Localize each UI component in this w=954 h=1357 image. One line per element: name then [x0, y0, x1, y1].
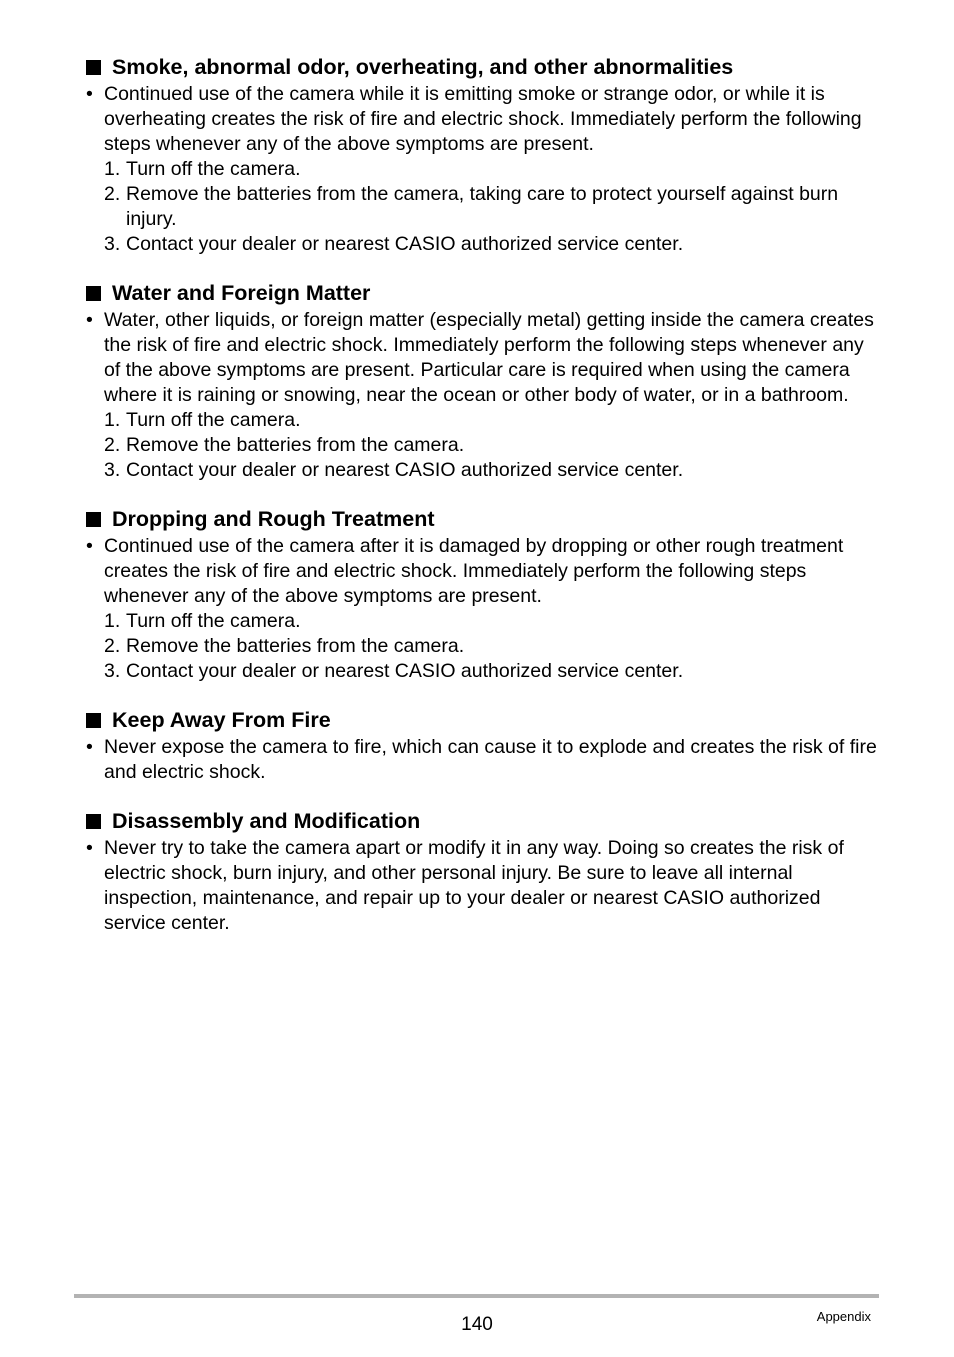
section-keep-away-from-fire [83, 705, 878, 785]
bullet-paragraph [83, 735, 878, 785]
square-bullet-icon [86, 814, 101, 829]
section-heading-text: Keep Away From Fire [112, 708, 331, 732]
list-item [104, 408, 878, 433]
bullet-text: Never try to take the camera apart or modify it in any way. Doing so creates the risk of electric shock, burn injury, and other personal injury. Be sure to leave all internal inspection, maintenance, and repair up to your dealer or nearest CASIO authorized service center. [104, 837, 844, 934]
step-text: Contact your dealer or nearest CASIO authorized service center. [126, 459, 684, 481]
square-bullet-icon [86, 60, 101, 75]
section-heading-text: Smoke, abnormal odor, overheating, and other abnormalities [112, 55, 734, 79]
section-heading [83, 504, 878, 534]
bullet-dot-icon: • [86, 83, 93, 105]
list-item [104, 609, 878, 634]
section-heading-text: Dropping and Rough Treatment [112, 507, 435, 531]
bullet-paragraph [83, 308, 878, 483]
bullet-paragraph [83, 82, 878, 257]
list-item [104, 634, 878, 659]
bullet-text: Water, other liquids, or foreign matter (especially metal) getting inside the camera creates the risk of fire and electric shock. Immediately perform the following steps whenever any of the above symptoms are present. Particular care is required when using the camera where it is raining or snowing, near the ocean or other body of water, or in a bathroom. [104, 309, 874, 406]
section-heading-text: Disassembly and Modification [112, 809, 421, 833]
section-heading [83, 705, 878, 735]
step-number: 3. [104, 660, 121, 682]
list-item [104, 458, 878, 483]
step-text: Turn off the camera. [126, 610, 301, 632]
bullet-dot-icon: • [86, 535, 93, 557]
section-dropping-rough-treatment [83, 504, 878, 684]
step-text: Contact your dealer or nearest CASIO authorized service center. [126, 233, 684, 255]
bullet-text: Never expose the camera to fire, which can cause it to explode and creates the risk of fire and electric shock. [104, 736, 877, 783]
step-number: 2. [104, 183, 121, 205]
bullet-text: Continued use of the camera while it is emitting smoke or strange odor, or while it is overheating creates the risk of fire and electric shock. Immediately perform the following steps whenever any of the above symptoms are present. [104, 83, 862, 155]
list-item [104, 433, 878, 458]
step-number: 2. [104, 635, 121, 657]
step-number: 3. [104, 233, 121, 255]
footer-section-label: Appendix [816, 1309, 871, 1324]
list-item [104, 157, 878, 182]
section-water-foreign-matter [83, 278, 878, 483]
bullet-paragraph [83, 534, 878, 684]
bullet-dot-icon: • [86, 837, 93, 859]
step-number: 2. [104, 434, 121, 456]
step-number: 3. [104, 459, 121, 481]
step-number: 1. [104, 610, 121, 632]
bullet-text: Continued use of the camera after it is damaged by dropping or other rough treatment creates the risk of fire and electric shock. Immediately perform the following steps whenever any of the above symptoms are present. [104, 535, 844, 607]
page-content [83, 52, 878, 957]
section-heading [83, 278, 878, 308]
square-bullet-icon [86, 713, 101, 728]
steps-list [104, 609, 878, 684]
square-bullet-icon [86, 286, 101, 301]
section-heading [83, 52, 878, 82]
steps-list [104, 157, 878, 257]
page-number: 140 [461, 1314, 493, 1335]
bullet-paragraph [83, 836, 878, 936]
square-bullet-icon [86, 512, 101, 527]
bullet-dot-icon: • [86, 309, 93, 331]
step-text: Remove the batteries from the camera. [126, 635, 465, 657]
step-text: Turn off the camera. [126, 158, 301, 180]
footer-divider [74, 1294, 879, 1298]
steps-list [104, 408, 878, 483]
list-item [104, 232, 878, 257]
bullet-dot-icon: • [86, 736, 93, 758]
section-disassembly-modification [83, 806, 878, 936]
step-number: 1. [104, 409, 121, 431]
section-heading [83, 806, 878, 836]
list-item [104, 659, 878, 684]
section-heading-text: Water and Foreign Matter [112, 281, 371, 305]
section-smoke-abnormalities [83, 52, 878, 257]
step-text: Remove the batteries from the camera. [126, 434, 465, 456]
step-number: 1. [104, 158, 121, 180]
list-item [104, 182, 878, 232]
step-text: Turn off the camera. [126, 409, 301, 431]
step-text: Contact your dealer or nearest CASIO authorized service center. [126, 660, 684, 682]
step-text: Remove the batteries from the camera, taking care to protect yourself against burn injury. [126, 183, 839, 230]
